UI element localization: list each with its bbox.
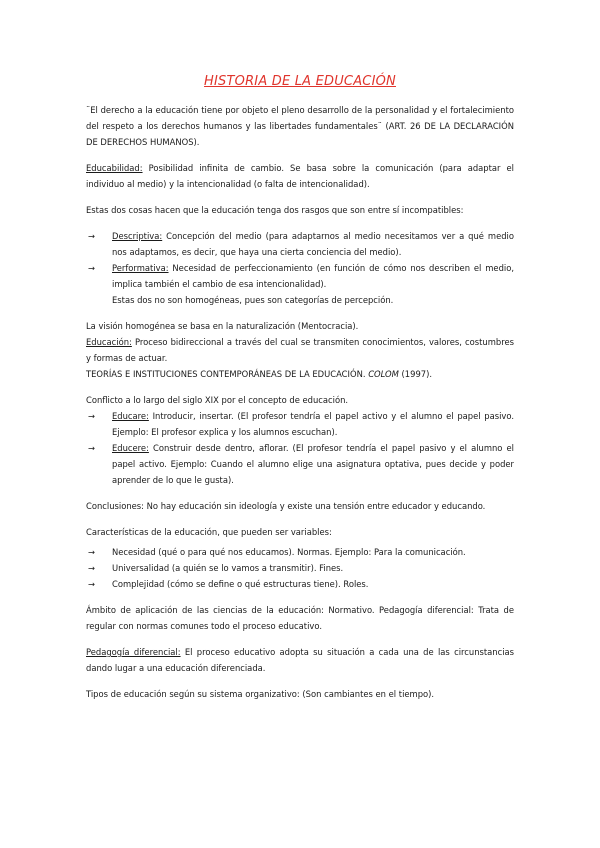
teorias-reference: [86, 366, 514, 382]
arrow-icon: →: [88, 547, 96, 557]
caracteristica-text: Universalidad (a quién se lo vamos a transmitir). Fines.: [112, 563, 344, 573]
vision-paragraph: La visión homogénea se basa en la naturalización (Mentocracia).: [86, 321, 359, 331]
conclusiones-paragraph: Conclusiones: No hay educación sin ideología y existe una tensión entre educador y educando.: [86, 501, 486, 511]
educabilidad-text: Posibilidad infinita de cambio. Se basa sobre la comunicación (para adaptar el individuo al medio) y la intencionalidad (o falta de intencionalidad).: [86, 163, 514, 189]
pedagogia-text: El proceso educativo adopta su situación a cada una de las circunstancias dando lugar a una educación diferenciada.: [86, 647, 515, 673]
conflicto-list: [86, 408, 514, 488]
educacion-paragraph: [86, 334, 514, 366]
teorias-year: (1997).: [398, 369, 433, 379]
pedagogia-paragraph: [86, 644, 514, 676]
list-item: [86, 440, 514, 488]
arrow-icon: →: [88, 443, 96, 453]
teorias-text: TEORÍAS E INSTITUCIONES CONTEMPORÁNEAS DE LA EDUCACIÓN.: [86, 369, 369, 379]
pedagogia-term: Pedagogía diferencial:: [86, 647, 181, 657]
educacion-text: Proceso bidireccional a través del cual se transmiten conocimientos, valores, costumbres y formas de actuar.: [86, 337, 514, 363]
teorias-author: COLOM: [368, 369, 399, 379]
list-item: [86, 576, 514, 592]
list-item: [86, 544, 514, 560]
list-item: [86, 408, 514, 440]
rasgos-note: Estas dos no son homogéneas, pues son categorías de percepción.: [112, 295, 394, 305]
caracteristicas-list: [86, 544, 514, 592]
educacion-term: Educación:: [86, 337, 132, 347]
educere-term: Educere:: [112, 443, 149, 453]
arrow-icon: →: [88, 231, 96, 241]
arrow-icon: →: [88, 579, 96, 589]
performativa-text: Necesidad de perfeccionamiento (en función de cómo nos describen el medio, implica también el cambio de esa intencionalidad).: [112, 263, 514, 289]
educare-term: Educare:: [112, 411, 149, 421]
performativa-term: Performativa:: [112, 263, 169, 273]
educabilidad-term: Educabilidad:: [86, 163, 143, 173]
page-title: HISTORIA DE LA EDUCACIÓN: [204, 74, 396, 89]
caracteristica-text: Necesidad (qué o para qué nos educamos). Normas. Ejemplo: Para la comunicación.: [112, 547, 466, 557]
caracteristicas-intro: Características de la educación, que pueden ser variables:: [86, 527, 332, 537]
tipos-paragraph: Tipos de educación según su sistema organizativo: (Son cambiantes en el tiempo).: [86, 689, 435, 699]
rasgos-intro: Estas dos cosas hacen que la educación tenga dos rasgos que son entre sí incompatibles:: [86, 205, 464, 215]
intro-quote: ¨El derecho a la educación tiene por objeto el pleno desarrollo de la personalidad y el fortalecimiento del respeto a los derechos humanos y las libertades fundamentales¨ (ART. 26 DE LA DECLARACIÓN DE DERECHOS HUMANOS).: [86, 105, 514, 147]
educabilidad-paragraph: [86, 160, 514, 192]
arrow-icon: →: [88, 563, 96, 573]
list-item: [86, 228, 514, 260]
descriptiva-text: Concepción del medio (para adaptarnos al medio necesitamos ver a qué medio nos adaptamos, es decir, que haya una cierta conciencia del medio).: [112, 231, 514, 257]
descriptiva-term: Descriptiva:: [112, 231, 163, 241]
list-item: [86, 260, 514, 292]
arrow-icon: →: [88, 263, 96, 273]
conflicto-intro: Conflicto a lo largo del siglo XIX por el concepto de educación.: [86, 395, 349, 405]
list-item: [86, 560, 514, 576]
rasgos-list: [86, 228, 514, 292]
arrow-icon: →: [88, 411, 96, 421]
educare-text: Introducir, insertar. (El profesor tendría el papel activo y el alumno el papel pasivo. Ejemplo: El profesor explica y los alumnos escuchan).: [112, 411, 514, 437]
ambito-paragraph: Ámbito de aplicación de las ciencias de la educación: Normativo. Pedagogía diferencial: Trata de regular con normas comunes todo el proceso educativo.: [86, 605, 514, 631]
caracteristica-text: Complejidad (cómo se define o qué estructuras tiene). Roles.: [112, 579, 369, 589]
educere-text: Construir desde dentro, aflorar. (El profesor tendría el papel pasivo y el alumno el papel activo. Ejemplo: Cuando el alumno elige una asignatura optativa, pues decide y poder aprender de lo que le gusta).: [112, 443, 514, 485]
